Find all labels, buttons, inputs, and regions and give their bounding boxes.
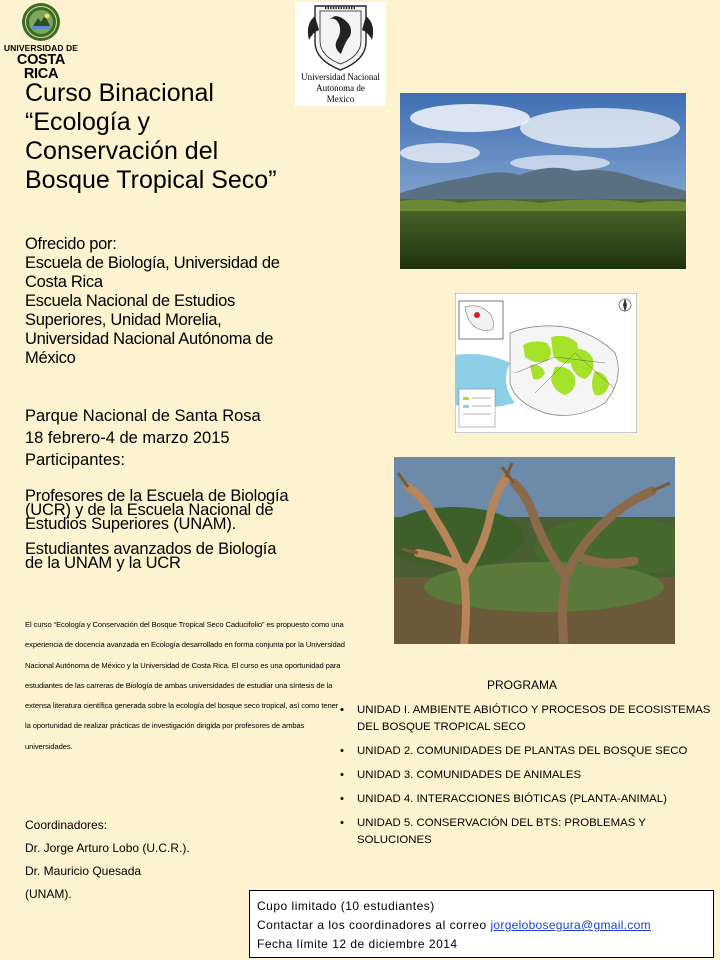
unam-shield-icon xyxy=(295,2,386,72)
offered-by-line3: Escuela Nacional de Estudios xyxy=(25,292,235,310)
ucr-seal-icon xyxy=(21,2,61,42)
program-unit-list xyxy=(340,702,715,856)
coordinator-2-affiliation: (UNAM). xyxy=(25,887,72,901)
program-unit-1: • UNIDAD I. AMBIENTE ABIÓTICO Y PROCESOS DE ECOSISTEMAS DEL BOSQUE TROPICAL SECO xyxy=(340,702,715,736)
santa-rosa-map xyxy=(455,293,637,433)
venue-block xyxy=(25,407,345,470)
offered-by-label: Ofrecido por: xyxy=(25,235,117,253)
offered-by-line4: Superiores, Unidad Morelia, xyxy=(25,311,222,329)
title-line1: Curso Binacional xyxy=(25,79,214,107)
offered-by-block xyxy=(25,235,335,368)
ucr-logo xyxy=(2,2,80,82)
landscape-photo xyxy=(400,93,686,269)
coordinators-block xyxy=(25,814,255,906)
program-unit-4: • UNIDAD 4. INTERACCIONES BIÓTICAS (PLANTA-ANIMAL) xyxy=(340,791,715,808)
capacity-note: Cupo limitado (10 estudiantes) xyxy=(257,899,435,913)
venue-place: Parque Nacional de Santa Rosa xyxy=(25,407,261,425)
participants-line1: Profesores de la Escuela de Biología xyxy=(25,487,289,505)
program-unit-3: • UNIDAD 3. COMUNIDADES DE ANIMALES xyxy=(340,767,715,784)
offered-by-line6: México xyxy=(25,349,76,367)
participants-label: Participantes: xyxy=(25,451,125,469)
participants-line2: (UCR) y de la Escuela Nacional de xyxy=(25,501,274,519)
course-title xyxy=(25,79,325,195)
program-title: PROGRAMA xyxy=(487,678,558,692)
participants-line5: de la UNAM y la UCR xyxy=(25,554,181,572)
course-description: El curso “Ecología y Conservación del Bosque Tropical Seco Caducifolio” es propuesto como una experiencia de docencia avanzada en Ecología desarrollado en forma conjunta por la Universidad Nacional Autónoma de México y la Universidad de Costa Rica. El curso es una oportunidad para estudiantes de las carreras de Biología de ambas universidades de estudiar una síntesis de la extensa literatura científica generada sobre la ecología del bosque seco tropical, así como tener la oportunidad de realizar prácticas de investigación dirigida por profesores de ambas universidades. xyxy=(25,620,345,751)
venue-dates: 18 febrero-4 de marzo 2015 xyxy=(25,429,230,447)
participants-line3: Estudios Superiores (UNAM). xyxy=(25,515,237,533)
coordinator-2: Dr. Mauricio Quesada xyxy=(25,864,142,878)
coordinator-1: Dr. Jorge Arturo Lobo (U.C.R.). xyxy=(25,841,190,855)
contact-info-box xyxy=(249,890,714,958)
program-unit-2: • UNIDAD 2. COMUNIDADES DE PLANTAS DEL BOSQUE SECO xyxy=(340,743,715,760)
contact-line xyxy=(257,916,713,935)
contact-prefix: Contactar a los coordinadores al correo xyxy=(257,918,491,932)
ucr-logo-line2: COSTA RICA xyxy=(16,51,66,82)
unam-logo-line2: Autonoma de xyxy=(316,83,365,93)
participants-block xyxy=(25,489,340,570)
unam-logo-line3: Mexico xyxy=(326,94,355,104)
title-line3: Conservación del xyxy=(25,137,219,165)
program-unit-5: • UNIDAD 5. CONSERVACIÓN DEL BTS: PROBLEMAS Y SOLUCIONES xyxy=(340,815,715,849)
dry-forest-trees-photo xyxy=(394,457,675,644)
participants-line4: Estudiantes avanzados de Biología xyxy=(25,540,277,558)
offered-by-line1: Escuela de Biología, Universidad de xyxy=(25,254,280,272)
title-line4: Bosque Tropical Seco” xyxy=(25,166,277,194)
deadline-note: Fecha límite 12 de diciembre 2014 xyxy=(257,937,458,951)
title-line2: “Ecología y xyxy=(25,108,151,136)
offered-by-line5: Universidad Nacional Autónoma de xyxy=(25,330,274,348)
offered-by-line2: Costa Rica xyxy=(25,273,103,291)
ucr-logo-line1: UNIVERSIDAD DE xyxy=(3,43,79,53)
unam-logo-line1: Universidad Nacional xyxy=(301,72,380,82)
coordinators-label: Coordinadores: xyxy=(25,818,108,832)
email-link[interactable]: jorgelobosegura@gmail.com xyxy=(490,918,651,932)
